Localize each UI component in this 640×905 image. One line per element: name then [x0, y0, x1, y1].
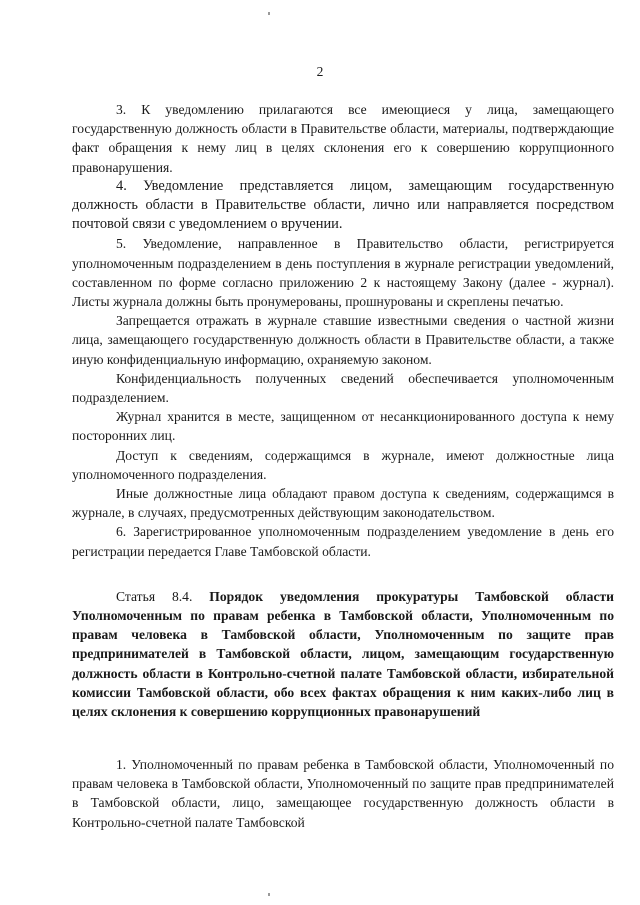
paragraph-other-access: Иные должностные лица обладают правом доступа к сведениям, содержащимся в журнале, в случаях, предусмотренных действующим законодательством. — [72, 486, 614, 521]
paragraph-confidentiality: Конфиденциальность полученных сведений обеспечивается уполномоченным подразделением. — [72, 370, 614, 406]
paragraph-journal-storage: Журнал хранится в месте, защищенном от несанкционированного доступа к нему посторонних лиц. — [72, 409, 614, 444]
paragraph-article-1: 1. Уполномоченный по правам ребенка в Тамбовской области, Уполномоченный по правам человека в Тамбовской области, Уполномоченный по защите прав предпринимателей в Тамбовской области, лицо, замещающее государственную должность области в Контрольно-счетной палате Тамбовской — [72, 756, 614, 830]
paragraph-5: 5. Уведомление, направленное в Правительство области, регистрируется уполномоченным подразделением в день поступления в журнале регистрации уведомлений, составленном по форме согласно приложению 2 к настоящему Закону (далее - журнал). Листы журнала должны быть пронумерованы, прошнурованы и скреплены печатью. — [72, 236, 614, 310]
document-body — [72, 100, 614, 832]
spacer — [72, 735, 614, 755]
paragraph-3: 3. К уведомлению прилагаются все имеющиеся у лица, замещающего государственную должность области в Правительстве области, материалы, подтверждающие факт обращения к нему лиц в целях склонения его к совершению коррупционного правонарушения. — [72, 102, 614, 175]
paragraph-access: Доступ к сведениям, содержащимся в журнале, имеют должностные лица уполномоченного подразделения. — [72, 447, 614, 482]
article-title — [72, 587, 614, 721]
article-number: Статья 8.4. — [116, 588, 193, 604]
page-number: 2 — [316, 64, 324, 79]
paragraph-4: 4. Уведомление представляется лицом, замещающим государственную должность области в Правительстве области, лично или направляется посредством почтовой связи с уведомлением о вручении. — [72, 177, 614, 233]
scan-speck — [268, 12, 270, 15]
article-heading: Порядок уведомления прокуратуры Тамбовской области Уполномоченным по правам ребенка в Тамбовской области, Уполномоченным по правам человека в Тамбовской области, Уполномоченным по защите прав предпринимателей в Тамбовской области, лицом, замещающим государственную должность области в Контрольно-счетной палате Тамбовской области, избирательной комиссии Тамбовской области, обо всех фактах обращения к ним каких-либо лиц в целях склонения к совершению коррупционных правонарушений — [72, 588, 614, 720]
paragraph-privacy: Запрещается отражать в журнале ставшие известными сведения о частной жизни лица, замещающего государственную должность области в Правительстве области, а также иную конфиденциальную информацию, охраняемую законом. — [72, 313, 614, 367]
paragraph-6: 6. Зарегистрированное уполномоченным подразделением уведомление в день его регистрации передается Главе Тамбовской области. — [72, 524, 614, 559]
scan-speck — [268, 893, 270, 896]
